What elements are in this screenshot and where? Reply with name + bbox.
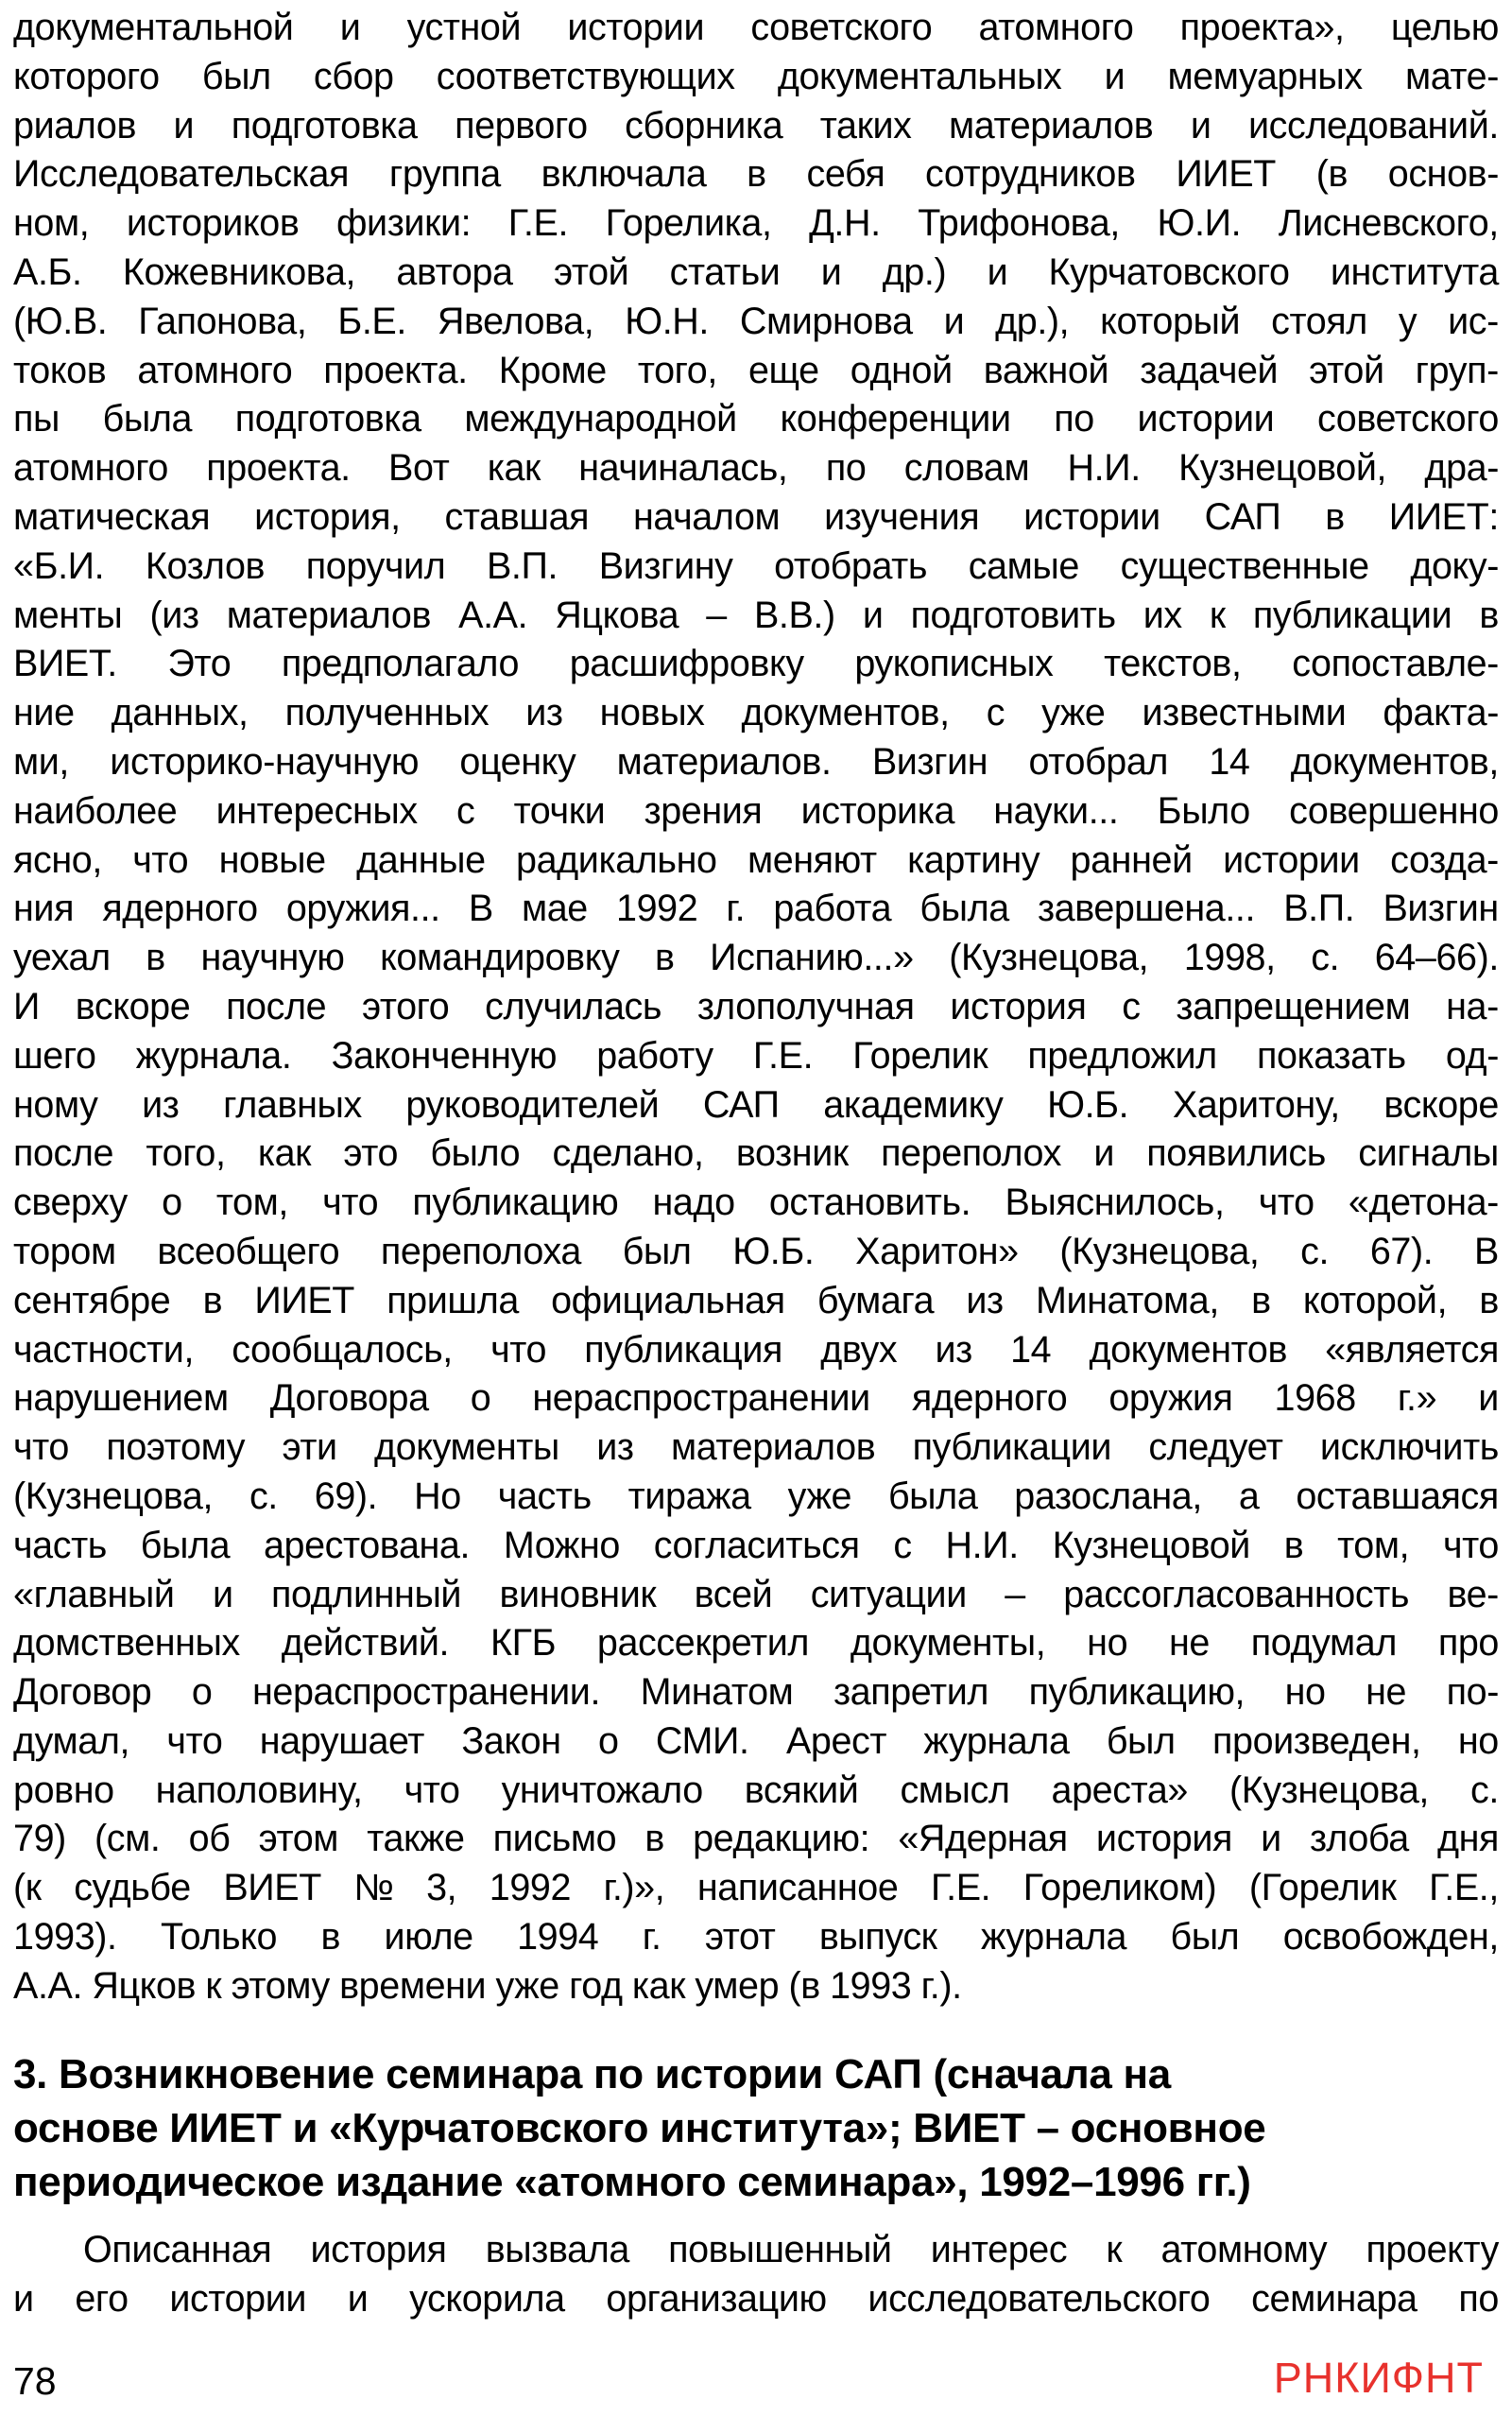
text-line: Договор о нераспространении. Минатом запретил публикацию, но не по- bbox=[13, 1671, 1499, 1714]
document-page bbox=[13, 0, 1499, 2416]
text-line: (Ю.В. Гапонова, Б.Е. Явелова, Ю.Н. Смирнова и др.), который стоял у ис- bbox=[13, 300, 1499, 342]
text-line: ВИЕТ. Это предполагало расшифровку рукописных текстов, сопоставле- bbox=[13, 643, 1499, 685]
text-line: атомного проекта. Вот как начиналась, по словам Н.И. Кузнецовой, дра- bbox=[13, 447, 1499, 490]
text-line: ном, историков физики: Г.Е. Горелика, Д.Н. Трифонова, Ю.И. Лисневского, bbox=[13, 202, 1499, 245]
text-line: пы была подготовка международной конференции по истории советского bbox=[13, 398, 1499, 440]
text-line: сверху о том, что публикацию надо остановить. Выяснилось, что «детона- bbox=[13, 1182, 1499, 1224]
text-line: токов атомного проекта. Кроме того, еще одной важной задачей этой груп- bbox=[13, 349, 1499, 391]
text-line: сентябре в ИИЕТ пришла официальная бумага из Минатома, в которой, в bbox=[13, 1279, 1499, 1321]
text-line: риалов и подготовка первого сборника таких материалов и исследований. bbox=[13, 104, 1499, 147]
text-line: что поэтому эти документы из материалов публикации следует исключить bbox=[13, 1426, 1499, 1469]
text-line: частности, сообщалось, что публикация двух из 14 документов «является bbox=[13, 1328, 1499, 1371]
text-line: ровно наполовину, что уничтожало всякий смысл ареста» (Кузнецова, с. bbox=[13, 1769, 1499, 1811]
continuation-text bbox=[13, 2226, 1499, 2324]
text-line: матическая история, ставшая началом изучения истории САП в ИИЕТ: bbox=[13, 495, 1499, 538]
text-line: ние данных, полученных из новых документов, с уже известными факта- bbox=[13, 692, 1499, 734]
page-number: 78 bbox=[13, 2359, 57, 2403]
section-heading-line: основе ИИЕТ и «Курчатовского института»; ВИЕТ – основное bbox=[13, 2105, 1266, 2151]
text-line: домственных действий. КГБ рассекретил документы, но не подумал про bbox=[13, 1622, 1499, 1665]
text-line: 1993). Только в июле 1994 г. этот выпуск журнала был освобожден, bbox=[13, 1916, 1499, 1959]
text-line: ми, историко-научную оценку материалов. Визгин отобрал 14 документов, bbox=[13, 740, 1499, 783]
text-line: ясно, что новые данные радикально меняют картину ранней истории созда- bbox=[13, 838, 1499, 881]
section-heading bbox=[13, 2047, 1499, 2209]
section-heading-line: периодическое издание «атомного семинара», 1992–1996 гг.) bbox=[13, 2159, 1251, 2205]
text-line: «главный и подлинный виновник всей ситуации – рассогласованность ве- bbox=[13, 1573, 1499, 1615]
text-line: «Б.И. Козлов поручил В.П. Визгину отобрать самые существенные доку- bbox=[13, 544, 1499, 587]
text-line: нарушением Договора о нераспространении ядерного оружия 1968 г.» и bbox=[13, 1377, 1499, 1420]
body-text bbox=[13, 4, 1499, 2011]
text-line: И вскоре после этого случилась злополучная история с запрещением на- bbox=[13, 985, 1499, 1027]
text-line: документальной и устной истории советского атомного проекта», целью bbox=[13, 7, 1499, 48]
text-line: Исследовательская группа включала в себя сотрудников ИИЕТ (в основ- bbox=[13, 153, 1499, 196]
text-line: ному из главных руководителей САП академику Ю.Б. Харитону, вскоре bbox=[13, 1083, 1499, 1126]
text-line: (к судьбе ВИЕТ № 3, 1992 г.)», написанное Г.Е. Гореликом) (Горелик Г.Е., bbox=[13, 1867, 1499, 1909]
text-line: А.Б. Кожевникова, автора этой статьи и др.) и Курчатовского института bbox=[13, 250, 1499, 293]
text-line: шего журнала. Законченную работу Г.Е. Горелик предложил показать од- bbox=[13, 1034, 1499, 1077]
text-line: Описанная история вызвала повышенный интерес к атомному проекту bbox=[83, 2229, 1499, 2270]
text-line: ния ядерного оружия... В мае 1992 г. работа была завершена... В.П. Визгин bbox=[13, 888, 1499, 930]
text-line: уехал в научную командировку в Испанию...» (Кузнецова, 1998, с. 64–66). bbox=[13, 937, 1499, 979]
text-line: менты (из материалов А.А. Яцкова – В.В.) и подготовить их к публикации в bbox=[13, 594, 1499, 636]
text-line: А.А. Яцков к этому времени уже год как умер (в 1993 г.). bbox=[13, 1964, 962, 2007]
text-line: наиболее интересных с точки зрения историка науки... Было совершенно bbox=[13, 789, 1499, 832]
text-line: тором всеобщего переполоха был Ю.Б. Харитон» (Кузнецова, с. 67). В bbox=[13, 1230, 1499, 1272]
publisher-brand: РНКИФНТ bbox=[1273, 2354, 1484, 2402]
text-line: которого был сбор соответствующих документальных и мемуарных мате- bbox=[13, 55, 1499, 97]
text-line: и его истории и ускорила организацию исследовательского семинара по bbox=[13, 2277, 1499, 2320]
text-line: часть была арестована. Можно согласиться с Н.И. Кузнецовой в том, что bbox=[13, 1524, 1499, 1566]
text-line: после того, как это было сделано, возник переполох и появились сигналы bbox=[13, 1132, 1499, 1175]
text-line: (Кузнецова, с. 69). Но часть тиража уже была разослана, а оставшаяся bbox=[13, 1475, 1499, 1517]
section-heading-line: 3. Возникновение семинара по истории САП (сначала на bbox=[13, 2051, 1171, 2097]
text-line: думал, что нарушает Закон о СМИ. Арест журнала был произведен, но bbox=[13, 1719, 1499, 1762]
text-line: 79) (см. об этом также письмо в редакцию: «Ядерная история и злоба дня bbox=[13, 1818, 1499, 1860]
